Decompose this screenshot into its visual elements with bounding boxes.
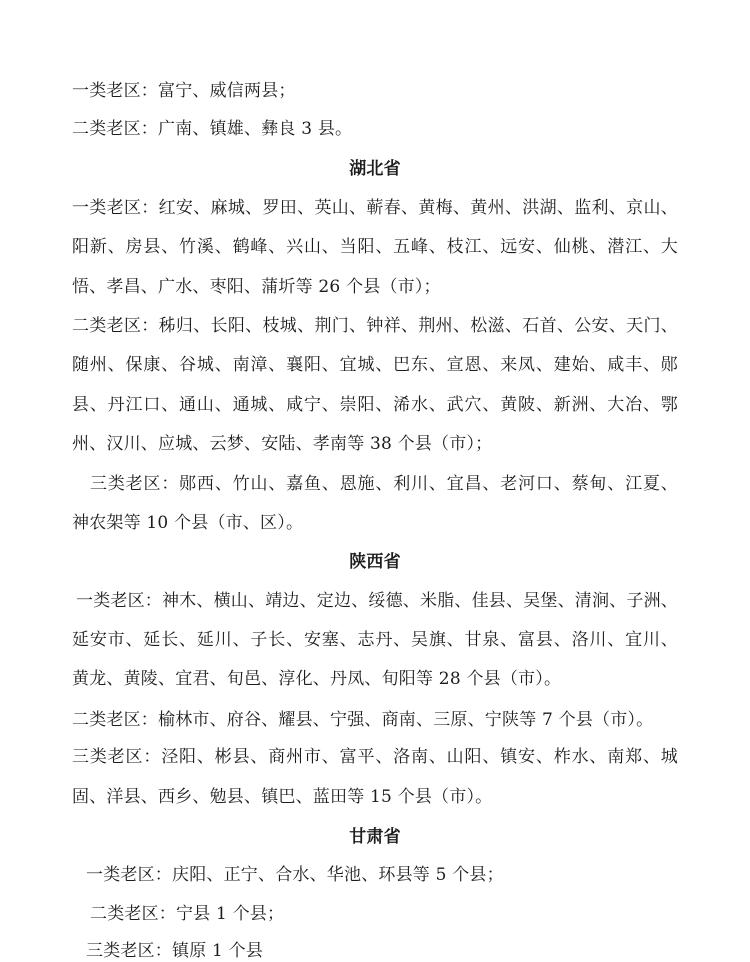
text-line: 州、汉川、应城、云梦、安陆、孝南等 38 个县（市）； (72, 434, 493, 454)
text-line: 一类老区：庆阳、正宁、合水、华池、环县等 5 个县； (86, 865, 504, 885)
text-line: 随州、保康、谷城、南漳、襄阳、宜城、巴东、宣恩、来凤、建始、咸丰、郧 (72, 355, 678, 375)
text-line: 一类老区：神木、横山、靖边、定边、绥德、米脂、佳县、吴堡、清涧、子洲、 (76, 591, 678, 611)
text-line: 一类老区：红安、麻城、罗田、英山、蕲春、黄梅、黄州、洪湖、监利、京山、 (72, 198, 678, 218)
text-line: 阳新、房县、竹溪、鹤峰、兴山、当阳、五峰、枝江、远安、仙桃、潜江、大 (72, 237, 678, 257)
section-heading-hubei: 湖北省 (349, 159, 401, 179)
text-line: 二类老区：广南、镇雄、彝良 3 县。 (72, 119, 353, 139)
text-line: 延安市、延长、延川、子长、安塞、志丹、吴旗、甘泉、富县、洛川、宜川、 (72, 630, 678, 650)
text-line: 二类老区：榆林市、府谷、耀县、宁强、商南、三原、宁陕等 7 个县（市）。 (72, 710, 654, 730)
section-heading-gansu: 甘肃省 (349, 827, 401, 847)
section-heading-shaanxi: 陕西省 (349, 552, 401, 572)
text-line: 固、洋县、西乡、勉县、镇巴、蓝田等 15 个县（市）。 (72, 787, 493, 807)
text-line: 黄龙、黄陵、宜君、旬邑、淳化、丹凤、旬阳等 28 个县（市）。 (72, 669, 562, 689)
text-line: 一类老区：富宁、威信两县； (72, 81, 296, 101)
text-line: 三类老区：泾阳、彬县、商州市、富平、洛南、山阳、镇安、柞水、南郑、城 (72, 747, 678, 767)
text-line: 县、丹江口、通山、通城、咸宁、崇阳、浠水、武穴、黄陂、新洲、大冶、鄂 (72, 395, 678, 415)
text-line: 二类老区：宁县 1 个县； (90, 904, 285, 924)
text-line: 三类老区：郧西、竹山、嘉鱼、恩施、利川、宜昌、老河口、蔡甸、江夏、 (90, 474, 678, 494)
text-line: 二类老区：秭归、长阳、枝城、荆门、钟祥、荆州、松滋、石首、公安、天门、 (72, 316, 678, 336)
text-line: 神农架等 10 个县（市、区）。 (72, 513, 304, 533)
text-line: 三类老区：镇原 1 个县 (86, 941, 264, 961)
text-line: 悟、孝昌、广水、枣阳、蒲圻等 26 个县（市）； (72, 277, 441, 297)
